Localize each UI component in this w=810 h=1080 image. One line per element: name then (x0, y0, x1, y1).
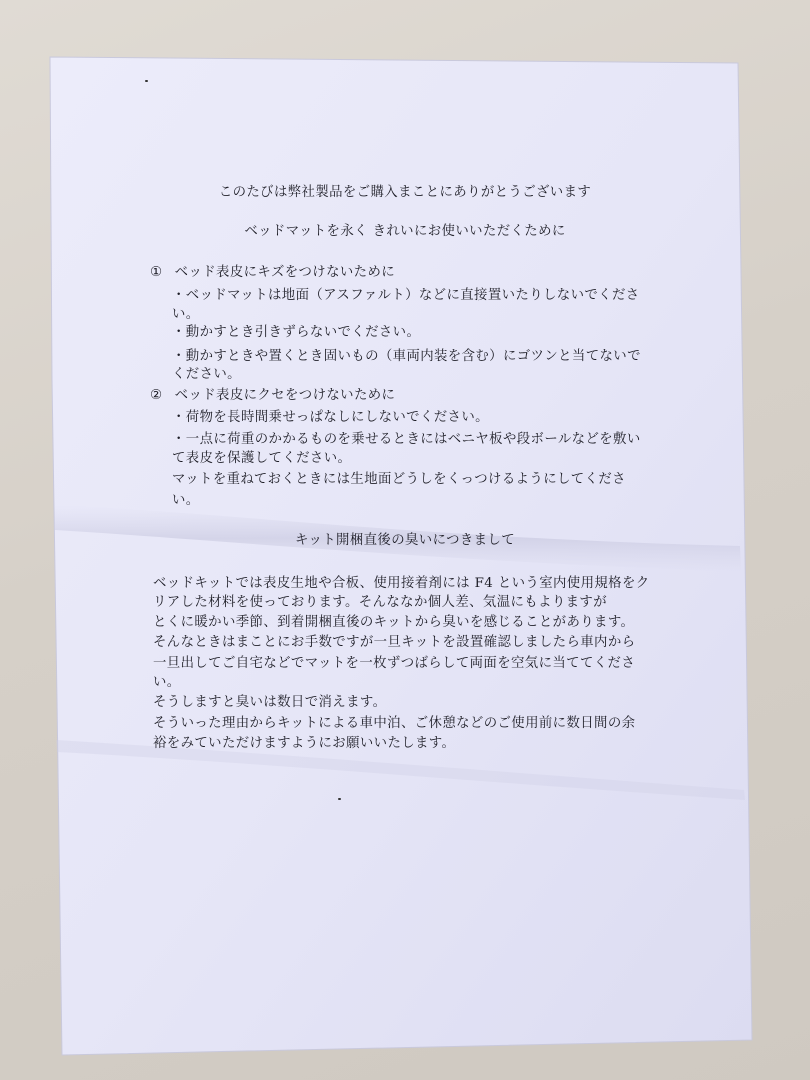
odor-line: そんなときはまことにお手数ですが一旦キットを設置確認しましたら車内から (153, 635, 636, 650)
section-2-line: て表皮を保護してください。 (172, 451, 352, 466)
section-2-heading-text: ベッド表皮にクセをつけないために (174, 388, 396, 403)
greeting-heading: このたびは弊社製品をご購入まことにありがとうございます (218, 185, 592, 200)
section-1-line: ・動かすとき引きずらないでください。 (172, 325, 421, 340)
circled-number-1: ① (150, 265, 163, 280)
care-title: ベッドマットを永く きれいにお使いいただくために (244, 224, 566, 239)
odor-title: キット開梱直後の臭いにつきまして (294, 533, 516, 548)
circled-number-2: ② (150, 388, 163, 403)
odor-line: とくに暖かい季節、到着開梱直後のキットから臭いを感じることがあります。 (153, 615, 635, 630)
section-2-heading (150, 386, 395, 405)
section-2-line: い。 (172, 493, 200, 508)
section-1-heading-text: ベッド表皮にキズをつけないために (174, 265, 396, 280)
section-1-line: ・ベッドマットは地面（アスファルト）などに直接置いたりしないでくださ (172, 288, 640, 303)
odor-line: 裕をみていただけますようにお願いいたします。 (153, 736, 456, 751)
section-2-line: マットを重ねておくときには生地面どうしをくっつけるようにしてくださ (172, 472, 626, 487)
section-1-heading (150, 263, 395, 282)
odor-line: 一旦出してご自宅などでマットを一枚ずつばらして両面を空気に当ててくださ (153, 656, 636, 671)
odor-line: そうしますと臭いは数日で消えます。 (153, 695, 387, 710)
section-2-line: ・一点に荷重のかかるものを乗せるときにはベニヤ板や段ボールなどを敷い (172, 432, 641, 447)
section-1-line: ・動かすときや置くとき固いもの（車両内装を含む）にゴツンと当てないで (172, 349, 641, 364)
odor-line: ベッドキットでは表皮生地や合板、使用接着剤には F4 という室内使用規格をク (153, 576, 650, 591)
odor-line: リアした材料を使っております。そんななか個人差、気温にもよりますが (153, 595, 608, 610)
section-1-line: い。 (172, 307, 200, 322)
odor-line: そういった理由からキットによる車中泊、ご休憩などのご使用前に数日間の余 (153, 716, 636, 731)
section-1-line: ください。 (172, 367, 241, 382)
section-2-line: ・荷物を長時間乗せっぱなしにしないでください。 (172, 410, 489, 425)
odor-line: い。 (153, 675, 181, 690)
